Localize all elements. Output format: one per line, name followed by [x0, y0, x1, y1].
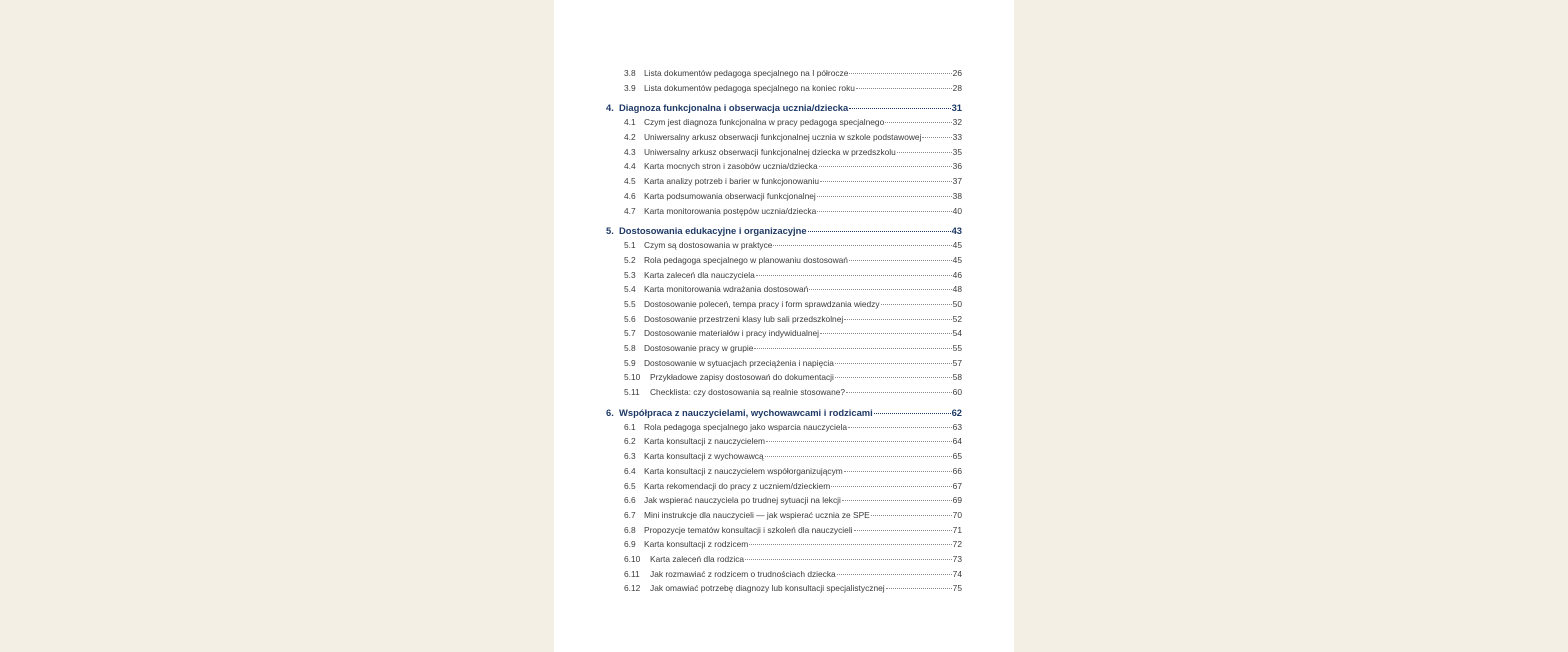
toc-entry-page-number: 75	[952, 583, 962, 594]
toc-entry-number: 4.5	[624, 176, 636, 187]
toc-entry-number: 6.	[606, 406, 614, 418]
toc-entry-page-number: 74	[952, 568, 962, 579]
document-page	[554, 0, 1014, 652]
toc-entry-number: 4.6	[624, 190, 636, 201]
toc-entry-title: Karta mocnych stron i zasobów ucznia/dziecka	[644, 161, 818, 172]
dot-leader	[854, 530, 952, 531]
toc-entry[interactable]	[606, 341, 962, 356]
toc-entry-page-number: 54	[952, 328, 962, 339]
toc-entry[interactable]	[606, 174, 962, 189]
toc-entry-page-number: 32	[952, 117, 962, 128]
toc-entry[interactable]	[606, 297, 962, 312]
dot-leader	[835, 363, 952, 364]
toc-entry-title: Dostosowanie przestrzeni klasy lub sali przedszkolnej	[644, 313, 844, 324]
toc-entry[interactable]	[606, 523, 962, 538]
dot-leader	[817, 211, 951, 212]
toc-entry-number: 5.11	[624, 387, 640, 398]
toc-entry-title: Rola pedagoga specjalnego w planowaniu dostosowań	[644, 254, 848, 265]
toc-entry[interactable]	[606, 356, 962, 371]
toc-entry-title: Jak rozmawiać z rodzicem o trudnościach dziecka	[650, 568, 836, 579]
dot-leader	[819, 166, 952, 167]
toc-entry-number: 5.9	[624, 357, 636, 368]
toc-entry-number: 5.7	[624, 328, 636, 339]
toc-entry-title: Uniwersalny arkusz obserwacji funkcjonalnej ucznia w szkole podstawowej	[644, 132, 922, 143]
dot-leader	[820, 333, 952, 334]
dot-leader	[745, 559, 952, 560]
dot-leader	[844, 319, 951, 320]
toc-entry-page-number: 52	[952, 313, 962, 324]
toc-entry-number: 6.8	[624, 524, 636, 535]
toc-entry-page-number: 72	[952, 539, 962, 550]
dot-leader	[849, 260, 952, 261]
toc-entry-page-number: 26	[952, 68, 962, 78]
toc-entry[interactable]	[606, 434, 962, 449]
toc-entry-page-number: 28	[952, 82, 962, 93]
toc-entry-number: 4.3	[624, 146, 636, 157]
toc-entry-number: 4.4	[624, 161, 636, 172]
dot-leader	[846, 392, 952, 393]
toc-entry-page-number: 50	[952, 298, 962, 309]
dot-leader	[849, 108, 950, 109]
dot-leader	[817, 196, 952, 197]
toc-entry-title: Dostosowania edukacyjne i organizacyjne	[619, 225, 807, 237]
toc-entry[interactable]	[606, 581, 962, 596]
toc-entry-page-number: 48	[952, 284, 962, 295]
toc-entry-page-number: 46	[952, 269, 962, 280]
toc-entry-number: 6.1	[624, 421, 636, 432]
toc-entry[interactable]	[606, 115, 962, 130]
toc-entry[interactable]	[606, 204, 962, 219]
toc-entry[interactable]	[606, 312, 962, 327]
toc-entry-page-number: 58	[952, 372, 962, 383]
toc-entry-title: Uniwersalny arkusz obserwacji funkcjonalnej dziecka w przedszkolu	[644, 146, 896, 157]
toc-entry-title: Przykładowe zapisy dostosowań do dokumentacji	[650, 372, 834, 383]
toc-entry[interactable]	[606, 493, 962, 508]
dot-leader	[849, 73, 951, 74]
toc-entry-number: 6.7	[624, 509, 636, 520]
dot-leader	[881, 304, 952, 305]
dot-leader	[835, 377, 952, 378]
toc-entry-number: 6.2	[624, 436, 636, 447]
toc-entry-title: Mini instrukcje dla nauczycieli — jak wspierać ucznia ze SPE	[644, 509, 870, 520]
toc-entry-number: 5.2	[624, 254, 636, 265]
toc-entry-number: 6.6	[624, 495, 636, 506]
toc-entry[interactable]	[606, 130, 962, 145]
toc-entry-page-number: 63	[952, 421, 962, 432]
toc-entry-number: 5.8	[624, 343, 636, 353]
toc-entry-number: 6.5	[624, 480, 636, 491]
toc-entry[interactable]	[606, 282, 962, 297]
toc-entry-number: 5.10	[624, 372, 641, 383]
toc-chapter-entry[interactable]	[606, 223, 962, 238]
dot-leader	[842, 500, 952, 501]
toc-entry-title: Karta podsumowania obserwacji funkcjonalnej	[644, 190, 816, 201]
toc-entry[interactable]	[606, 145, 962, 160]
toc-entry[interactable]	[606, 479, 962, 494]
toc-entry-title: Dostosowanie pracy w grupie	[644, 343, 754, 353]
toc-entry-page-number: 40	[952, 205, 962, 216]
dot-leader	[820, 181, 952, 182]
toc-entry-number: 6.10	[624, 553, 641, 564]
toc-entry-title: Dostosowanie w sytuacjach przeciążenia i napięcia	[644, 357, 834, 368]
toc-entry[interactable]	[606, 159, 962, 174]
toc-entry-title: Karta zaleceń dla nauczyciela	[644, 269, 755, 280]
dot-leader	[856, 88, 952, 89]
dot-leader	[886, 588, 952, 589]
dot-leader	[756, 275, 952, 276]
toc-entry-title: Propozycje tematów konsultacji i szkoleń dla nauczycieli	[644, 524, 853, 535]
table-of-contents	[606, 66, 962, 596]
toc-entry-number: 6.9	[624, 539, 636, 550]
toc-entry[interactable]	[606, 81, 962, 96]
toc-entry-page-number: 69	[952, 495, 962, 506]
toc-entry-title: Współpraca z nauczycielami, wychowawcami i rodzicami	[619, 406, 873, 418]
dot-leader	[848, 427, 952, 428]
toc-entry-number: 6.3	[624, 451, 636, 462]
toc-entry-title: Karta konsultacji z wychowawcą	[644, 451, 764, 462]
toc-entry[interactable]	[606, 567, 962, 582]
dot-leader	[766, 441, 952, 442]
dot-leader	[871, 515, 952, 516]
toc-entry-page-number: 60	[952, 387, 962, 398]
toc-entry[interactable]	[606, 189, 962, 204]
toc-entry-title: Checklista: czy dostosowania są realnie stosowane?	[650, 387, 846, 398]
toc-entry[interactable]	[606, 449, 962, 464]
toc-entry[interactable]	[606, 537, 962, 552]
toc-entry-number: 4.7	[624, 205, 636, 216]
dot-leader	[831, 486, 951, 487]
toc-entry-page-number: 37	[952, 176, 962, 187]
toc-entry-page-number: 70	[952, 509, 962, 520]
toc-entry-number: 4.	[606, 102, 614, 114]
toc-entry-page-number: 55	[952, 343, 962, 353]
toc-entry-number: 3.8	[624, 68, 636, 78]
toc-entry-page-number: 73	[952, 553, 962, 564]
dot-leader	[754, 348, 951, 349]
toc-entry-page-number: 62	[951, 406, 962, 418]
toc-entry-title: Karta monitorowania wdrażania dostosowań	[644, 284, 809, 295]
toc-entry-title: Jak omawiać potrzebę diagnozy lub konsultacji specjalistycznej	[650, 583, 885, 594]
toc-entry-number: 5.5	[624, 298, 636, 309]
toc-chapter-entry[interactable]	[606, 405, 962, 420]
toc-entry-title: Karta konsultacji z rodzicem	[644, 539, 749, 550]
dot-leader	[922, 137, 951, 138]
toc-entry-page-number: 57	[952, 357, 962, 368]
dot-leader	[874, 413, 951, 414]
dot-leader	[837, 574, 952, 575]
toc-entry-page-number: 45	[952, 254, 962, 265]
toc-entry[interactable]	[606, 238, 962, 253]
toc-entry-title: Karta konsultacji z nauczycielem współorganizującym	[644, 465, 843, 476]
toc-entry-title: Dostosowanie poleceń, tempa pracy i form sprawdzania wiedzy	[644, 298, 880, 309]
toc-entry-title: Dostosowanie materiałów i pracy indywidualnej	[644, 328, 820, 339]
toc-entry-page-number: 66	[952, 465, 962, 476]
toc-entry-page-number: 71	[952, 524, 962, 535]
toc-entry[interactable]	[606, 268, 962, 283]
toc-entry-page-number: 33	[952, 132, 962, 143]
toc-entry-number: 5.4	[624, 284, 636, 295]
toc-entry-page-number: 64	[952, 436, 962, 447]
toc-entry-page-number: 45	[952, 240, 962, 251]
toc-entry-title: Diagnoza funkcjonalna i obserwacja ucznia/dziecka	[619, 102, 849, 114]
toc-entry-number: 6.11	[624, 568, 640, 579]
toc-entry-page-number: 67	[952, 480, 962, 491]
dot-leader	[844, 471, 952, 472]
dot-leader	[749, 544, 951, 545]
toc-entry-page-number: 36	[952, 161, 962, 172]
toc-entry-title: Karta zaleceń dla rodzica	[650, 553, 745, 564]
toc-entry-number: 5.6	[624, 313, 636, 324]
toc-entry-title: Czym są dostosowania w praktyce	[644, 240, 773, 251]
dot-leader	[809, 289, 951, 290]
toc-entry-title: Karta analizy potrzeb i barier w funkcjonowaniu	[644, 176, 820, 187]
toc-entry[interactable]	[606, 420, 962, 435]
toc-entry-number: 5.	[606, 225, 614, 237]
toc-entry-number: 4.1	[624, 117, 636, 128]
toc-entry[interactable]	[606, 464, 962, 479]
toc-entry[interactable]	[606, 370, 962, 385]
toc-entry-title: Lista dokumentów pedagoga specjalnego na I półrocze	[644, 68, 849, 78]
toc-entry-title: Karta konsultacji z nauczycielem	[644, 436, 766, 447]
toc-entry-title: Jak wspierać nauczyciela po trudnej sytuacji na lekcji	[644, 495, 841, 506]
toc-entry-number: 5.1	[624, 240, 636, 251]
toc-entry-number: 6.4	[624, 465, 636, 476]
toc-entry[interactable]	[606, 326, 962, 341]
dot-leader	[897, 152, 952, 153]
toc-entry-number: 6.12	[624, 583, 641, 594]
toc-entry-title: Karta monitorowania postępów ucznia/dziecka	[644, 205, 817, 216]
dot-leader	[808, 231, 951, 232]
toc-entry[interactable]	[606, 508, 962, 523]
toc-entry-page-number: 31	[951, 102, 962, 114]
toc-entry-page-number: 65	[952, 451, 962, 462]
toc-entry-page-number: 35	[952, 146, 962, 157]
toc-entry[interactable]	[606, 253, 962, 268]
toc-entry[interactable]	[606, 66, 962, 81]
toc-entry-title: Rola pedagoga specjalnego jako wsparcia nauczyciela	[644, 421, 847, 432]
toc-entry-title: Lista dokumentów pedagoga specjalnego na koniec roku	[644, 82, 855, 93]
toc-entry-number: 5.3	[624, 269, 636, 280]
dot-leader	[773, 245, 951, 246]
dot-leader	[885, 122, 951, 123]
dot-leader	[765, 456, 952, 457]
toc-entry[interactable]	[606, 385, 962, 400]
toc-entry-title: Karta rekomendacji do pracy z uczniem/dzieckiem	[644, 480, 831, 491]
toc-entry-title: Czym jest diagnoza funkcjonalna w pracy pedagoga specjalnego	[644, 117, 885, 128]
toc-entry-page-number: 38	[952, 190, 962, 201]
toc-entry-page-number: 43	[951, 225, 962, 237]
toc-entry[interactable]	[606, 552, 962, 567]
toc-entry-number: 4.2	[624, 132, 636, 143]
toc-chapter-entry[interactable]	[606, 100, 962, 115]
toc-entry-number: 3.9	[624, 82, 636, 93]
